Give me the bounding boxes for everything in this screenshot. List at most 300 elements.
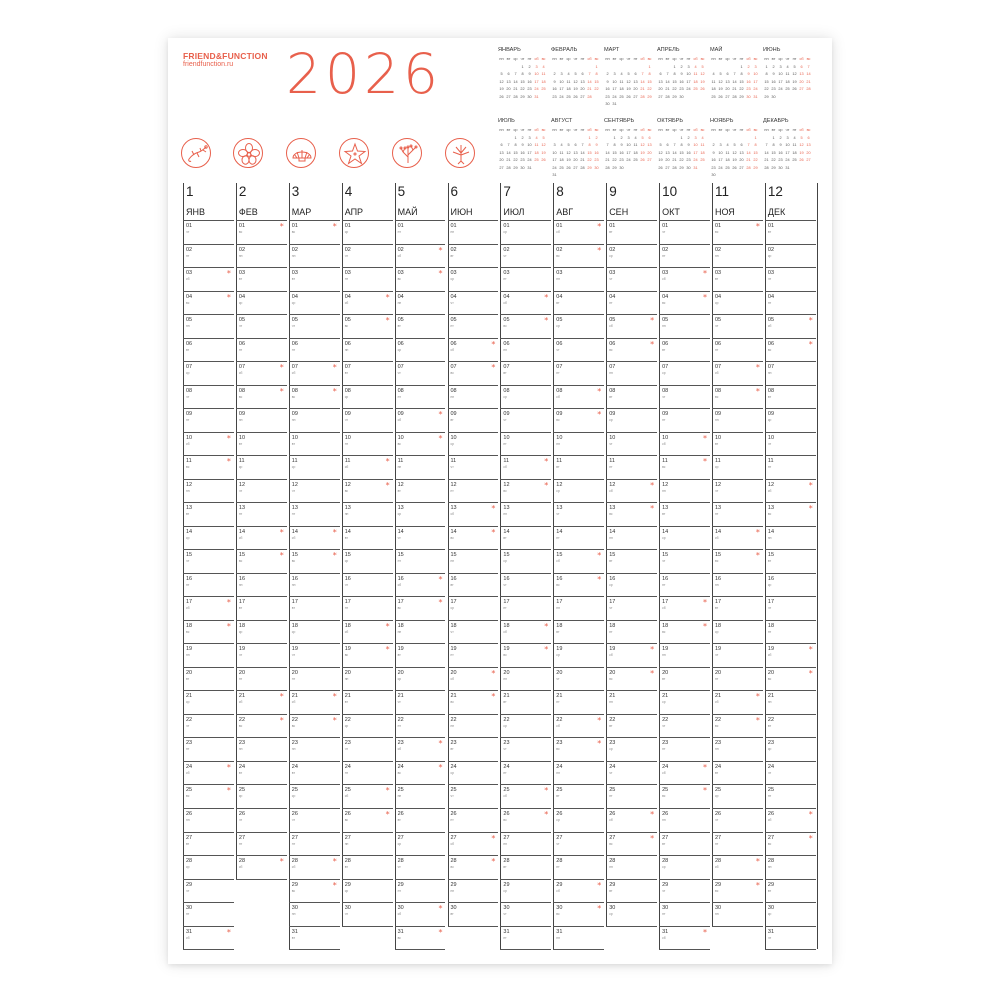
- day-line: [395, 432, 446, 433]
- day-weekday: вс: [662, 629, 666, 634]
- day-line: [342, 926, 393, 927]
- mini-weekday: чт: [785, 128, 790, 132]
- day-number: 11: [238, 458, 245, 465]
- day-weekday: пн: [291, 582, 296, 587]
- day-weekday: вт: [450, 747, 454, 752]
- day-number: 26: [397, 811, 404, 817]
- weekend-mark: *: [703, 621, 707, 631]
- day-weekday: пн: [609, 535, 613, 540]
- day-weekday: пн: [291, 912, 296, 917]
- day-number: 25: [238, 787, 246, 794]
- day-line: [342, 643, 393, 644]
- mini-weekday: ср: [672, 128, 677, 132]
- day-number: 05: [397, 317, 404, 324]
- mini-day: 14: [672, 150, 677, 155]
- day-line: [765, 573, 816, 574]
- day-number: 16: [450, 575, 457, 582]
- mini-day: 17: [626, 150, 631, 155]
- day-weekday: пт: [344, 770, 348, 775]
- day-number: 06: [397, 340, 404, 347]
- mini-day: 6: [581, 72, 584, 76]
- day-number: 02: [344, 246, 351, 253]
- day-line: [500, 855, 551, 856]
- mini-day: 18: [693, 79, 698, 84]
- mini-month-name: МАРТ: [604, 47, 620, 53]
- mini-day: 2: [620, 135, 623, 140]
- day-line: [659, 596, 710, 597]
- mini-day: 6: [807, 135, 810, 140]
- day-number: 28: [238, 858, 246, 865]
- day-number: 10: [767, 434, 775, 441]
- day-number: 09: [397, 411, 404, 418]
- mini-day: 10: [534, 72, 539, 76]
- mini-day: 29: [513, 165, 518, 170]
- day-weekday: ср: [397, 676, 402, 681]
- day-weekday: пт: [186, 253, 190, 258]
- day-number: 17: [344, 599, 351, 606]
- day-weekday: пт: [767, 300, 772, 305]
- mini-weekday: вс: [541, 128, 546, 132]
- weekend-mark: *: [808, 810, 813, 819]
- day-number: 12: [715, 481, 722, 488]
- day-number: 27: [186, 834, 193, 841]
- mini-day: 2: [687, 135, 690, 140]
- mini-day: 12: [573, 79, 578, 84]
- day-number: 10: [397, 434, 404, 441]
- day-line: [765, 502, 816, 503]
- day-weekday: чт: [291, 818, 296, 822]
- day-line: [765, 408, 816, 409]
- day-number: 03: [715, 270, 722, 277]
- day-number: 13: [662, 505, 669, 512]
- day-line: [183, 737, 234, 738]
- mini-day: 26: [640, 158, 645, 162]
- day-weekday: сб: [715, 700, 719, 705]
- day-weekday: ср: [291, 465, 296, 470]
- mini-day: 8: [521, 72, 524, 76]
- month-name: ОКТ: [662, 207, 680, 217]
- day-number: 28: [186, 858, 193, 865]
- mini-day: 7: [807, 64, 810, 69]
- mini-day: 30: [746, 94, 751, 99]
- mini-day: 23: [527, 87, 532, 91]
- mini-day: 11: [792, 143, 797, 147]
- mini-day: 20: [665, 158, 670, 162]
- day-number: 08: [344, 387, 351, 394]
- day-weekday: сб: [344, 629, 349, 634]
- mini-day: 25: [566, 94, 571, 99]
- day-number: 23: [186, 740, 193, 747]
- weekend-mark: *: [226, 621, 231, 631]
- day-number: 30: [503, 905, 510, 912]
- mini-day: 23: [605, 94, 610, 99]
- mini-day: 28: [665, 94, 670, 99]
- day-number: 05: [767, 317, 775, 324]
- day-line: [395, 690, 446, 691]
- mini-day: 6: [726, 72, 729, 76]
- day-number: 17: [767, 599, 775, 606]
- day-number: 15: [238, 552, 246, 559]
- day-line: [500, 455, 551, 456]
- day-number: 21: [397, 693, 404, 700]
- day-weekday: ср: [344, 230, 349, 234]
- day-weekday: сб: [503, 794, 507, 799]
- day-line: [395, 338, 446, 339]
- weekend-mark: *: [385, 645, 390, 655]
- day-line: [606, 385, 657, 386]
- weekend-mark: *: [491, 857, 496, 867]
- day-weekday: чт: [662, 394, 666, 399]
- day-number: 30: [715, 905, 722, 912]
- day-number: 05: [238, 317, 246, 324]
- day-number: 29: [450, 881, 457, 888]
- day-line: [183, 832, 234, 833]
- mini-weekday: сб: [693, 128, 698, 132]
- day-line: [183, 902, 234, 903]
- mini-month-name: ИЮЛЬ: [498, 118, 515, 124]
- weekend-mark: *: [279, 857, 284, 867]
- mini-day: 30: [594, 165, 599, 170]
- day-weekday: вс: [715, 723, 719, 728]
- day-line: [395, 408, 446, 409]
- day-line: [236, 643, 287, 644]
- day-number: 16: [291, 575, 298, 582]
- day-number: 26: [450, 811, 457, 817]
- mini-weekday: ср: [778, 57, 783, 61]
- mini-day: 1: [514, 135, 517, 140]
- day-number: 22: [186, 716, 193, 723]
- day-weekday: пн: [662, 653, 666, 658]
- mini-day: 2: [779, 135, 782, 140]
- day-line: [553, 244, 604, 245]
- day-line: [553, 949, 604, 950]
- day-line: [342, 761, 393, 762]
- day-line: [289, 949, 340, 950]
- day-number: 20: [450, 669, 457, 676]
- day-line: [712, 455, 763, 456]
- mini-day: 22: [753, 158, 758, 162]
- day-line: [606, 714, 657, 715]
- day-number: 23: [662, 740, 669, 747]
- day-weekday: вс: [291, 230, 296, 234]
- day-number: 13: [397, 505, 404, 512]
- mini-day: 11: [541, 72, 546, 76]
- day-weekday: сб: [767, 488, 772, 493]
- mini-day: 23: [686, 158, 691, 162]
- day-number: 30: [767, 905, 775, 912]
- day-number: 28: [662, 858, 669, 865]
- mini-day: 6: [666, 143, 669, 147]
- day-line: [659, 784, 710, 785]
- day-line: [448, 526, 499, 527]
- day-line: [183, 291, 234, 292]
- mini-day: 18: [700, 150, 705, 155]
- day-number: 10: [662, 434, 669, 441]
- day-number: 16: [609, 575, 616, 582]
- mini-weekday: сб: [587, 128, 592, 132]
- mini-day: 15: [771, 150, 776, 155]
- day-number: 24: [344, 763, 351, 770]
- day-weekday: чт: [715, 818, 719, 822]
- mini-day: 3: [719, 143, 722, 147]
- mini-day: 27: [725, 94, 730, 99]
- day-weekday: чт: [767, 770, 772, 775]
- day-number: 21: [662, 693, 669, 700]
- month-number: 5: [397, 184, 406, 199]
- month-name: МАР: [291, 207, 312, 217]
- day-weekday: пн: [186, 488, 190, 493]
- month-name: АВГ: [556, 207, 574, 217]
- day-number: 23: [344, 740, 351, 747]
- day-line: [765, 549, 816, 550]
- day-weekday: ср: [186, 371, 190, 376]
- mini-weekday: вс: [806, 128, 811, 132]
- mini-day: 19: [799, 150, 804, 155]
- day-line: [342, 879, 393, 880]
- year-title: 2026: [286, 42, 442, 106]
- day-line: [236, 455, 287, 456]
- mini-day: 9: [620, 143, 623, 147]
- mini-weekday: пт: [527, 57, 532, 61]
- day-number: 27: [450, 834, 457, 841]
- day-weekday: пт: [767, 629, 772, 634]
- mini-day: 3: [627, 135, 630, 140]
- day-number: 12: [186, 481, 193, 488]
- day-weekday: сб: [450, 676, 455, 681]
- header-line: [659, 220, 710, 221]
- mini-day: 2: [712, 143, 715, 147]
- day-weekday: чт: [556, 512, 560, 517]
- day-weekday: пт: [556, 371, 560, 376]
- day-weekday: вс: [503, 488, 507, 493]
- month-column-line: [448, 183, 449, 926]
- day-weekday: пт: [556, 700, 560, 705]
- mini-day: 5: [793, 64, 796, 69]
- day-line: [606, 690, 657, 691]
- day-number: 04: [397, 293, 404, 300]
- day-weekday: пн: [662, 324, 666, 329]
- day-number: 13: [344, 505, 351, 512]
- day-number: 17: [503, 599, 510, 606]
- day-weekday: пт: [662, 747, 666, 752]
- mini-day: 4: [560, 143, 563, 147]
- day-weekday: ср: [450, 277, 454, 282]
- mini-day: 4: [694, 64, 697, 69]
- day-weekday: вс: [609, 347, 613, 352]
- mini-day: 7: [507, 143, 510, 147]
- day-number: 01: [609, 223, 616, 229]
- weekend-mark: *: [544, 621, 549, 631]
- mini-day: 14: [513, 79, 518, 84]
- day-weekday: пн: [291, 418, 296, 423]
- day-weekday: вс: [556, 253, 560, 258]
- day-line: [183, 338, 234, 339]
- mini-day: 11: [711, 79, 716, 84]
- mini-weekday: вт: [718, 57, 723, 61]
- mini-day: 8: [648, 72, 651, 76]
- day-weekday: пт: [715, 347, 719, 352]
- day-number: 14: [503, 528, 510, 535]
- mini-day: 22: [647, 87, 652, 91]
- weekend-mark: *: [332, 880, 337, 890]
- day-number: 05: [662, 317, 669, 324]
- mini-day: 16: [746, 79, 751, 84]
- header-line: [448, 220, 499, 221]
- mini-day: 29: [612, 165, 617, 170]
- day-weekday: пн: [715, 582, 719, 587]
- mini-weekday: ср: [513, 57, 518, 61]
- mini-weekday: пн: [658, 128, 663, 132]
- day-line: [659, 879, 710, 880]
- mini-day: 4: [620, 72, 623, 76]
- day-weekday: пт: [450, 653, 454, 658]
- day-number: 28: [450, 858, 457, 865]
- lizard-icon: [181, 138, 211, 168]
- day-number: 16: [397, 575, 404, 582]
- day-line: [712, 832, 763, 833]
- day-line: [765, 620, 816, 621]
- mini-day: 18: [541, 79, 546, 84]
- day-line: [395, 855, 446, 856]
- day-number: 01: [186, 223, 193, 229]
- mini-day: 15: [587, 150, 592, 155]
- day-line: [659, 667, 710, 668]
- day-weekday: пт: [238, 676, 243, 681]
- day-line: [500, 408, 551, 409]
- mini-day: 30: [771, 94, 776, 99]
- day-weekday: ср: [397, 347, 402, 352]
- weekend-mark: *: [279, 551, 284, 561]
- day-line: [606, 832, 657, 833]
- mini-day: 5: [627, 72, 630, 76]
- weekend-mark: *: [755, 692, 760, 702]
- mini-day: 23: [746, 87, 751, 91]
- starfish-icon: [339, 138, 369, 168]
- day-line: [659, 926, 710, 927]
- day-line: [553, 620, 604, 621]
- month-name: ЯНВ: [186, 207, 206, 217]
- day-number: 15: [503, 552, 510, 559]
- day-number: 09: [609, 411, 616, 418]
- day-line: [183, 573, 234, 574]
- day-weekday: пт: [767, 794, 772, 799]
- day-number: 13: [238, 505, 246, 512]
- day-weekday: чт: [186, 559, 190, 564]
- day-weekday: сб: [556, 394, 560, 399]
- month-number: 3: [291, 184, 300, 199]
- day-number: 12: [291, 481, 298, 488]
- weekend-mark: *: [755, 551, 760, 561]
- day-number: 15: [450, 552, 457, 559]
- day-line: [606, 573, 657, 574]
- day-number: 26: [609, 811, 616, 817]
- day-number: 06: [715, 340, 722, 347]
- day-number: 29: [291, 881, 298, 888]
- day-line: [553, 408, 604, 409]
- day-line: [289, 714, 340, 715]
- day-line: [183, 526, 234, 527]
- day-weekday: пн: [186, 653, 190, 658]
- day-line: [712, 926, 763, 927]
- day-number: 08: [397, 387, 404, 394]
- day-line: [342, 902, 393, 903]
- mini-weekday: пн: [711, 128, 716, 132]
- day-line: [289, 267, 340, 268]
- day-number: 03: [556, 270, 563, 277]
- day-number: 13: [186, 505, 193, 512]
- mini-day: 29: [587, 165, 592, 170]
- mini-day: 20: [799, 79, 804, 84]
- mini-weekday: ср: [513, 128, 518, 132]
- mini-day: 22: [594, 87, 599, 91]
- weekend-mark: *: [650, 810, 655, 819]
- day-number: 06: [556, 340, 563, 347]
- day-weekday: сб: [397, 253, 402, 258]
- day-number: 30: [344, 905, 351, 912]
- weekend-mark: *: [755, 527, 760, 537]
- day-line: [553, 596, 604, 597]
- mini-day: 3: [754, 64, 757, 69]
- day-line: [236, 620, 287, 621]
- mini-day: 19: [499, 87, 504, 91]
- mini-day: 23: [594, 158, 599, 162]
- coral-icon: [392, 138, 422, 168]
- mini-day: 5: [800, 135, 803, 140]
- month-number: 1: [186, 184, 194, 199]
- mini-day: 8: [680, 143, 683, 147]
- day-weekday: вс: [291, 559, 296, 564]
- day-weekday: ср: [556, 488, 560, 493]
- mini-day: 31: [534, 94, 539, 99]
- mini-day: 17: [753, 79, 758, 84]
- day-line: [765, 526, 816, 527]
- day-number: 25: [450, 787, 457, 794]
- mini-day: 17: [612, 87, 617, 91]
- day-line: [448, 314, 499, 315]
- day-number: 13: [715, 505, 722, 512]
- day-weekday: чт: [344, 582, 348, 587]
- day-line: [448, 879, 499, 880]
- day-weekday: вт: [186, 841, 190, 846]
- day-weekday: пт: [609, 300, 613, 305]
- mini-day: 29: [764, 94, 769, 99]
- mini-day: 31: [527, 165, 532, 170]
- day-weekday: пн: [450, 230, 455, 234]
- day-line: [712, 432, 763, 433]
- day-line: [236, 314, 287, 315]
- day-weekday: ср: [662, 371, 666, 376]
- mini-day: 15: [672, 79, 677, 84]
- day-line: [289, 902, 340, 903]
- day-weekday: вт: [291, 277, 295, 282]
- day-number: 09: [344, 411, 351, 418]
- day-weekday: пн: [397, 629, 402, 634]
- day-weekday: ср: [238, 629, 243, 634]
- mini-day: 21: [513, 87, 518, 91]
- mini-weekday: пт: [686, 128, 691, 132]
- day-number: 01: [450, 223, 457, 229]
- day-weekday: вт: [186, 347, 190, 352]
- day-line: [448, 267, 499, 268]
- mini-month: [763, 47, 813, 99]
- weekend-mark: *: [438, 927, 443, 937]
- day-line: [500, 620, 551, 621]
- day-line: [765, 879, 816, 880]
- day-weekday: вт: [238, 606, 243, 611]
- mini-day: 22: [764, 87, 769, 91]
- day-number: 15: [291, 552, 298, 559]
- mini-day: 7: [666, 72, 669, 76]
